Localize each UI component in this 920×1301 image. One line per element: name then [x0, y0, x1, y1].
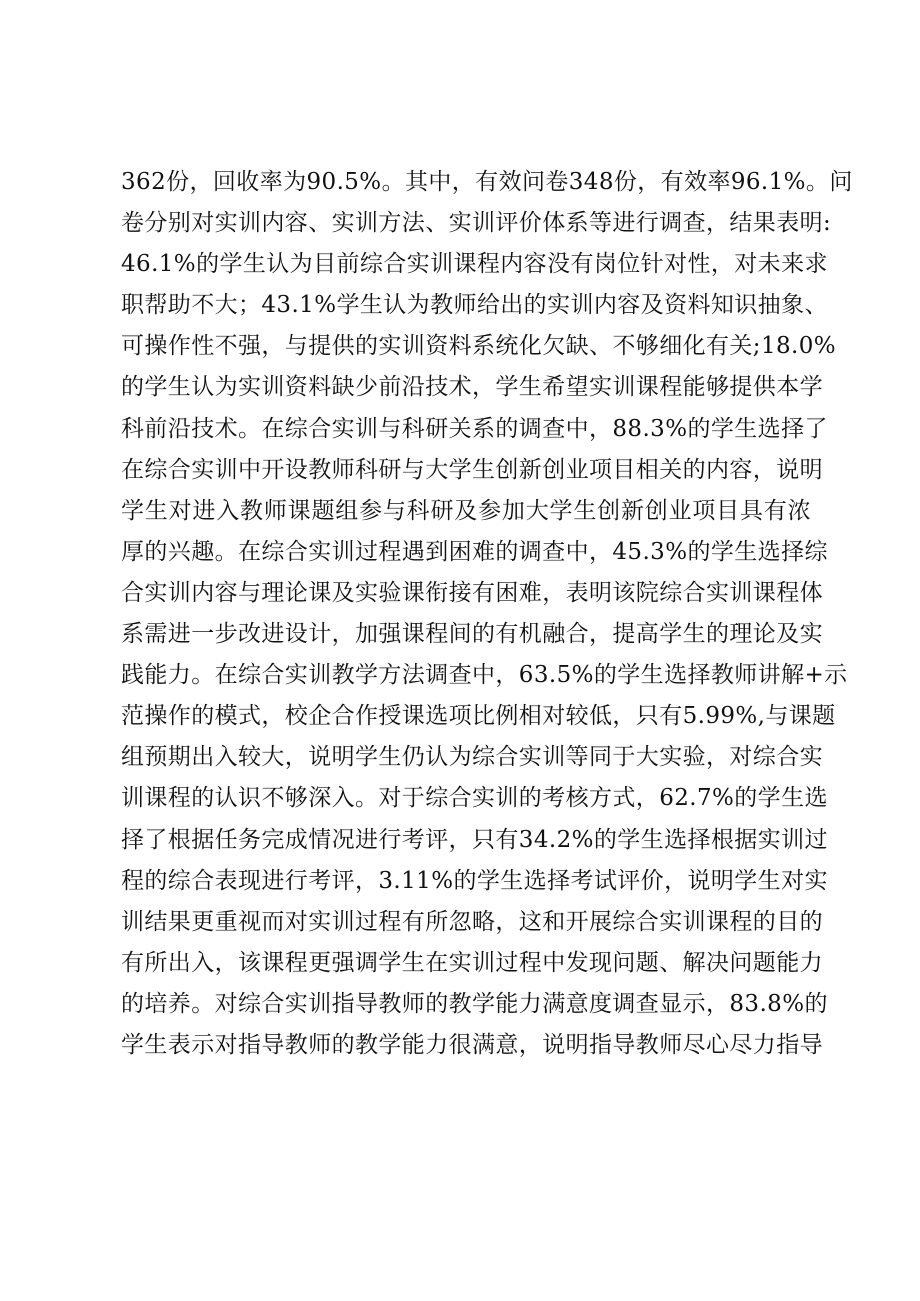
text-line: 系需进一步改进设计，加强课程间的有机融合，提高学生的理论及实 — [121, 621, 823, 648]
text-line: 362份，回收率为90.5%。其中，有效问卷348份，有效率96.1%。问 — [121, 169, 853, 195]
text-line: 范操作的模式，校企合作授课选项比例相对较低，只有5.99%,与课题 — [121, 703, 836, 730]
text-line: 学生对进入教师课题组参与科研及参加大学生创新创业项目具有浓 — [121, 497, 811, 524]
text-line: 的培养。对综合实训指导教师的教学能力满意度调查显示，83.8%的 — [121, 990, 828, 1017]
text-line: 46.1%的学生认为目前综合实训课程内容没有岗位针对性，对未来求 — [121, 251, 828, 278]
text-line: 践能力。在综合实训教学方法调查中，63.5%的学生选择教师讲解+示 — [121, 662, 848, 689]
text-line: 职帮助不大；43.1%学生认为教师给出的实训内容及资料知识抽象、 — [121, 292, 828, 319]
body-paragraph — [121, 162, 853, 1066]
text-line: 训结果更重视而对实训过程有所忽略，这和开展综合实训课程的目的 — [121, 908, 823, 935]
text-line: 合实训内容与理论课及实验课衔接有困难，表明该院综合实训课程体 — [121, 579, 823, 606]
text-line: 有所出入，该课程更强调学生在实训过程中发现问题、解决问题能力 — [121, 949, 823, 976]
text-line: 的学生认为实训资料缺少前沿技术，学生希望实训课程能够提供本学 — [121, 374, 823, 401]
text-line: 训课程的认识不够深入。对于综合实训的考核方式，62.7%的学生选 — [121, 785, 828, 812]
text-line: 可操作性不强，与提供的实训资料系统化欠缺、不够细化有关;18.0% — [121, 333, 837, 360]
text-line: 择了根据任务完成情况进行考评，只有34.2%的学生选择根据实训过 — [121, 826, 828, 853]
text-line: 卷分别对实训内容、实训方法、实训评价体系等进行调查，结果表明: — [121, 210, 832, 237]
text-line: 学生表示对指导教师的教学能力很满意，说明指导教师尽心尽力指导 — [121, 1031, 823, 1058]
text-line: 科前沿技术。在综合实训与科研关系的调查中，88.3%的学生选择了 — [121, 415, 828, 442]
text-line: 程的综合表现进行考评，3.11%的学生选择考试评价，说明学生对实 — [121, 867, 828, 894]
text-line: 在综合实训中开设教师科研与大学生创新创业项目相关的内容，说明 — [121, 456, 823, 483]
text-line: 组预期出入较大，说明学生仍认为综合实训等同于大实验，对综合实 — [121, 744, 823, 771]
text-line: 厚的兴趣。在综合实训过程遇到困难的调查中，45.3%的学生选择综 — [121, 538, 828, 565]
